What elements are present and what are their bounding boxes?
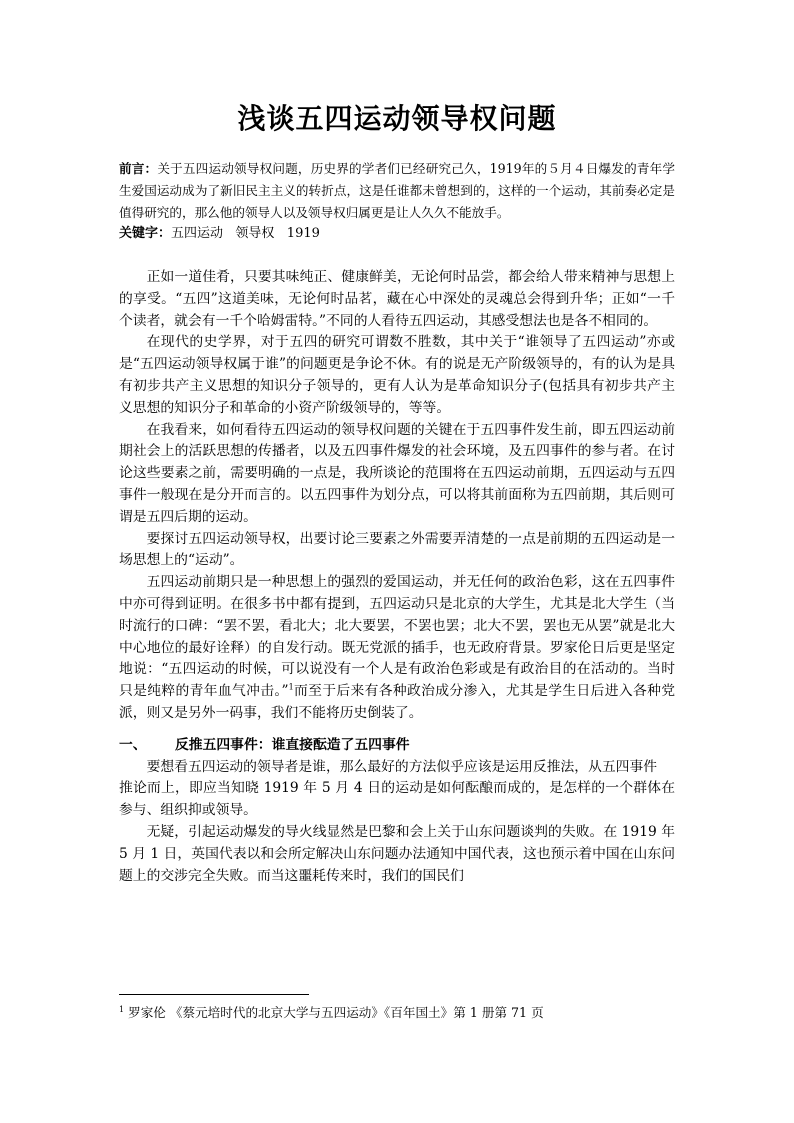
document-body (119, 158, 675, 887)
section-paragraph-1-line-2: 推论而上，即应当知晓 1919 年 5 月 4 日的运动是如何酝酿而成的，是怎样的一个群体在参与、组织抑或领导。 (119, 780, 675, 819)
footnote (119, 1004, 675, 1022)
blank-line (119, 245, 675, 267)
section-heading-text: 反推五四事件：谁直接酝造了五四事件 (175, 736, 410, 753)
preface-label: 前言： (119, 161, 158, 176)
body-paragraph-4: 要探讨五四运动领导权，出要讨论三要素之外需要弄清楚的一点是前期的五四运动是一场思想上的“运动”。 (119, 530, 675, 569)
keywords-label: 关键字： (119, 226, 172, 242)
body-paragraph-1: 正如一道佳肴，只要其味纯正、健康鲜美，无论何时品尝，都会给人带来精神与思想上的享受。“五四”这道美味，无论何时品茗，藏在心中深处的灵魂总会得到升华；正如“一千个读者，就会有一千个哈姆雷特。”不同的人看待五四运动，其感受想法也是各不相同的。 (119, 268, 675, 329)
footnote-separator (119, 994, 309, 995)
section-heading (119, 735, 675, 757)
section-paragraph-2: 无疑，引起运动爆发的导火线显然是巴黎和会上关于山东问题谈判的失败。在 1919 年 5 月 1 日，英国代表以和会所定解决山东问题办法通知中国代表，这也预示着中国在山东问题上的交涉完全失败。而当这噩耗传来时，我们的国民们 (119, 823, 675, 884)
preface-text: 关于五四运动领导权问题，历史界的学者们已经研究己久，1919年的５月４日爆发的青年学生爱国运动成为了新旧民主主义的转折点，这是任谁都未曾想到的，这样的一个运动，其前奏必定是值得研究的，那么他的领导人以及领导权归属更是让人久久不能放手。 (119, 161, 675, 220)
body-paragraph-5-text: 五四运动前期只是一种思想上的强烈的爱国运动，并无任何的政治色彩，这在五四事件中亦可得到证明。在很多书中都有提到，五四运动只是北京的大学生，尤其是北大学生（当时流行的口碑：“罢不罢，看北大；北大要罢，不罢也罢；北大不罢，罢也无从罢”就是北大中心地位的最好诠释）的自发行动。既无党派的插手，也无政府背景。罗家伦日后更是坚定地说：“五四运动的时候，可以说没有一个人是有政治色彩或是有政治目的在活动的。当时只是纯粹的青年血气冲击。” (119, 574, 675, 700)
keywords-line (119, 223, 675, 245)
footnote-mark: 1 (119, 1004, 125, 1014)
keywords-value: 五四运动 领导权 1919 (171, 226, 320, 242)
body-paragraph-5-tail: 而至于后来有各种政治成分渗入，尤其是学生日后进入各种党派，则又是另外一码事，我们不能将历史倒装了。 (119, 683, 676, 721)
section-heading-number: 一、 (119, 736, 147, 753)
body-paragraph-3: 在我看来，如何看待五四运动的领导权问题的关键在于五四事件发生前，即五四运动前期社会上的活跃思想的传播者，以及五四事件爆发的社会环境，及五四事件的参与者。在讨论这些要素之前，需要明确的一点是，我所谈论的范围将在五四运动前期，五四运动与五四事件一般现在是分开而言的。以五四事件为划分点，可以将其前面称为五四前期，其后则可谓是五四后期的运动。 (119, 421, 675, 525)
footnote-text: 罗家伦 《蔡元培时代的北京大学与五四运动》《百年国土》第 1 册第 71 页 (128, 1005, 544, 1020)
body-paragraph-2: 在现代的史学界，对于五四的研究可谓数不胜数，其中关于“谁领导了五四运动”亦或是“五四运动领导权属于谁”的问题更是争论不休。有的说是无产阶级领导的，有的认为是具有初步共产主义思想的知识分子领导的，更有人认为是革命知识分子(包括具有初步共产主义思想的知识分子和革命的小资产阶级领导的，等等。 (119, 334, 675, 416)
preface-paragraph (119, 158, 675, 223)
footnote-reference[interactable]: 1 (288, 682, 294, 692)
body-paragraph-5 (119, 572, 675, 725)
document-title: 浅谈五四运动领导权问题 (237, 102, 557, 135)
section-paragraph-1-line-1: 要想看五四运动的领导者是谁，那么最好的方法似乎应该是运用反推法，从五四事件 (146, 758, 658, 775)
